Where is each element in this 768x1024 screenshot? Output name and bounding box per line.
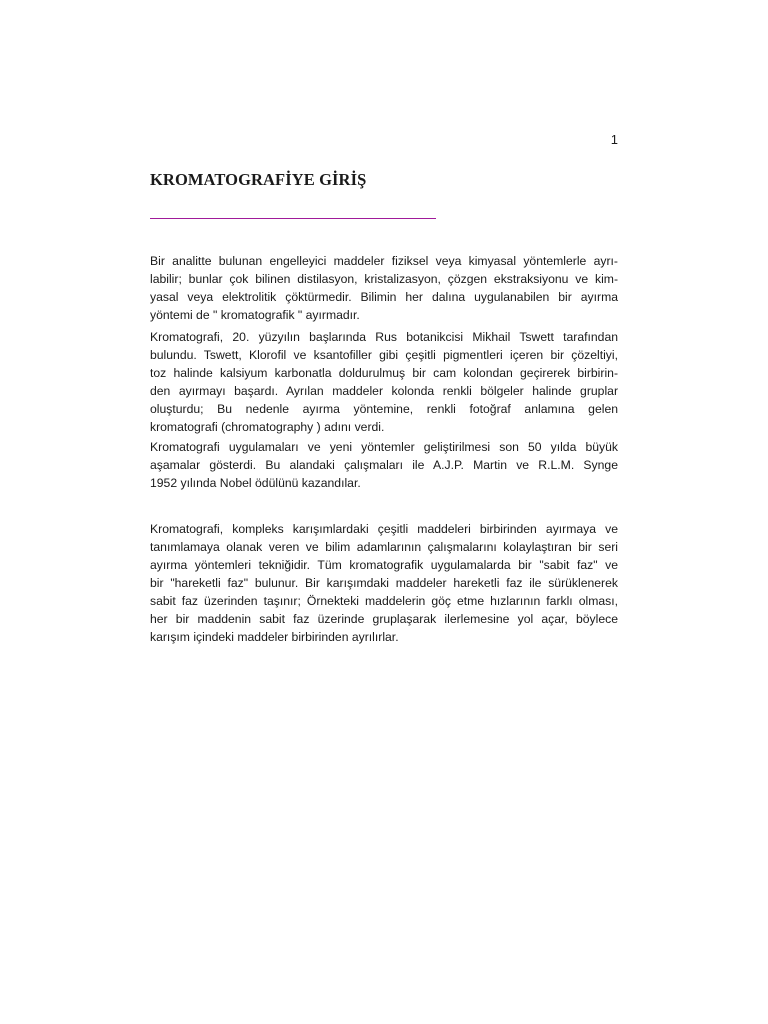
text-line: toz halinde kalsiyum karbonatla doldurulmuş bir cam kolondan geçirerek birbirin- bbox=[150, 366, 618, 380]
paragraph-history bbox=[150, 328, 618, 436]
text-line: Kromatografi, kompleks karışımlardaki çeşitli maddeleri birbirinden ayırmaya ve bbox=[150, 522, 618, 536]
text-line: oluşturdu; Bu nedenle ayırma yöntemine, renkli fotoğraf anlamına gelen bbox=[150, 402, 618, 416]
text-line: labilir; bunlar çok bilinen distilasyon, kristalizasyon, çözgen ekstraksiyonu ve kim- bbox=[150, 272, 618, 286]
text-line: kromatografi (chromatography ) adını verdi. bbox=[150, 420, 385, 434]
text-line: ayırma yöntemleri tekniğidir. Tüm kromatografik uygulamalarda bir "sabit faz" ve bbox=[150, 558, 618, 572]
text-line: Bir analitte bulunan engelleyici maddeler fiziksel veya kimyasal yöntemlerle ayrı- bbox=[150, 254, 618, 268]
text-line: den ayırmayı başardı. Ayrılan maddeler kolonda renkli bölgeler halinde gruplar bbox=[150, 384, 618, 398]
text-line: sabit faz üzerinden taşınır; Örnekteki maddelerin göç etme hızlarının farklı olması, bbox=[150, 594, 618, 608]
page-number: 1 bbox=[610, 132, 618, 147]
text-line: Kromatografi uygulamaları ve yeni yöntemler geliştirilmesi son 50 yılda büyük bbox=[150, 440, 618, 454]
text-line: aşamalar gösterdi. Bu alandaki çalışmaları ile A.J.P. Martin ve R.L.M. Synge bbox=[150, 458, 618, 472]
text-line: bir "hareketli faz" bulunur. Bir karışımdaki maddeler hareketli faz ile sürüklenerek bbox=[150, 576, 618, 590]
text-line: 1952 yılında Nobel ödülünü kazandılar. bbox=[150, 476, 361, 490]
paragraph-developments bbox=[150, 438, 618, 492]
paragraph-intro bbox=[150, 252, 618, 324]
page-title: KROMATOGRAFİYE GİRİŞ bbox=[150, 170, 367, 189]
text-line: yasal veya elektrolitik çöktürmedir. Bilimin her dalına uygulanabilen bir ayırma bbox=[150, 290, 618, 304]
text-line: her bir maddenin sabit faz üzerinde gruplaşarak ilerlemesine yol açar, böylece bbox=[150, 612, 618, 626]
title-underline-rule bbox=[150, 218, 436, 219]
text-line: yöntemi de " kromatografik " ayırmadır. bbox=[150, 308, 360, 322]
paragraph-definition bbox=[150, 520, 618, 646]
text-line: karışım içindeki maddeler birbirinden ayrılırlar. bbox=[150, 630, 399, 644]
text-line: tanımlamaya olanak veren ve bilim adamlarının çalışmalarını kolaylaştıran bir seri bbox=[150, 540, 618, 554]
text-line: bulundu. Tswett, Klorofil ve ksantofiller gibi çeşitli pigmentleri içeren bir çözeltiyi, bbox=[150, 348, 618, 362]
text-line: Kromatografi, 20. yüzyılın başlarında Rus botanikcisi Mikhail Tswett tarafından bbox=[150, 330, 618, 344]
